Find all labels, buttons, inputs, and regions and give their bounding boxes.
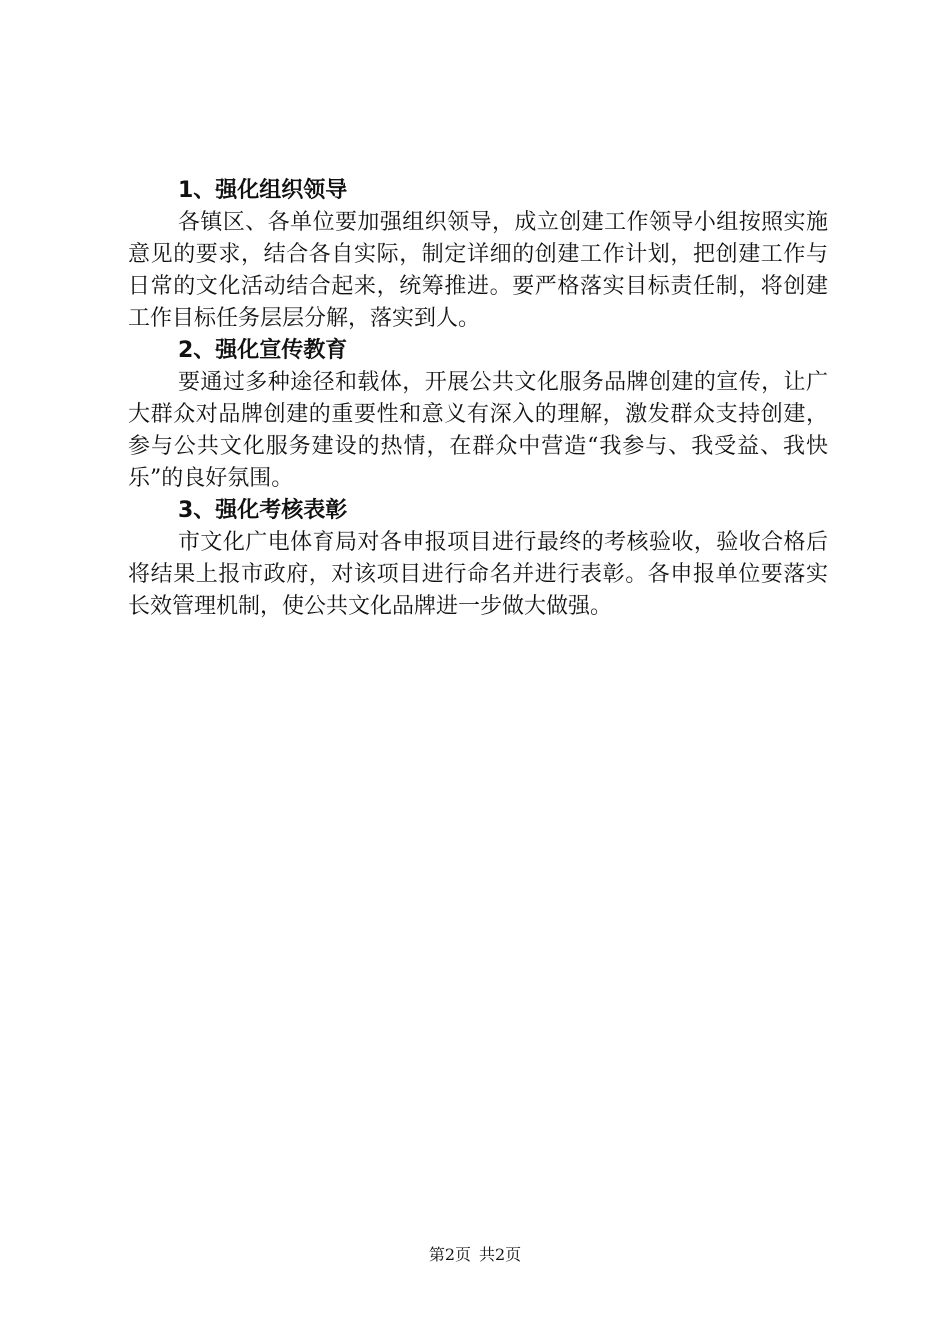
section-heading: 3、强化考核表彰 bbox=[178, 498, 348, 523]
section-heading: 1、强化组织领导 bbox=[178, 178, 348, 203]
page-total: 共2页 bbox=[479, 1245, 522, 1264]
section-paragraph: 要通过多种途径和载体，开展公共文化服务品牌创建的宣传，让广大群众对品牌创建的重要性和意义有深入的理解，激发群众支持创建，参与公共文化服务建设的热情，在群众中营造“我参与、我受益、我快乐”的良好氛围。 bbox=[128, 370, 828, 491]
section-paragraph: 市文化广电体育局对各申报项目进行最终的考核验收，验收合格后将结果上报市政府，对该项目进行命名并进行表彰。各申报单位要落实长效管理机制，使公共文化品牌进一步做大做强。 bbox=[128, 530, 828, 619]
section-assessment bbox=[128, 495, 828, 623]
section-heading: 2、强化宣传教育 bbox=[178, 338, 348, 363]
document-body bbox=[128, 175, 828, 623]
page-number: 第2页 bbox=[428, 1245, 471, 1264]
section-publicity bbox=[128, 335, 828, 495]
section-paragraph: 各镇区、各单位要加强组织领导，成立创建工作领导小组按照实施意见的要求，结合各自实际，制定详细的创建工作计划，把创建工作与日常的文化活动结合起来，统筹推进。要严格落实目标责任制，将创建工作目标任务层层分解，落实到人。 bbox=[128, 210, 828, 331]
section-organization bbox=[128, 175, 828, 335]
page-footer bbox=[0, 1244, 950, 1266]
